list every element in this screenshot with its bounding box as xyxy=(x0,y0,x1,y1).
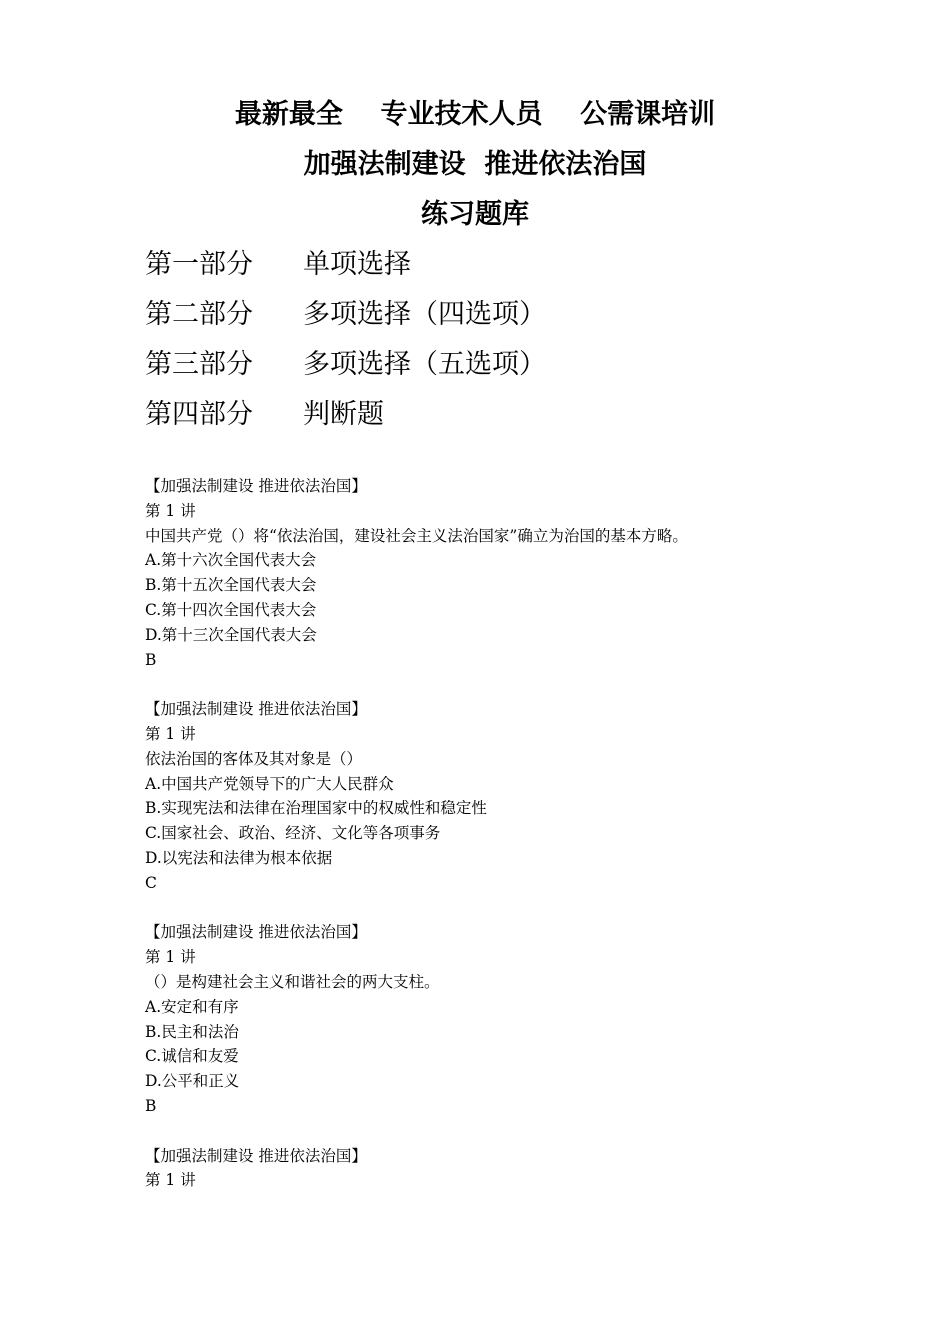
document-title-line-1: 最新最全 专业技术人员 公需课培训 xyxy=(234,99,716,130)
question-list xyxy=(145,474,905,1218)
question-option-c: C.诚信和友爱 xyxy=(145,1047,239,1066)
question-lecture: 第 1 讲 xyxy=(145,1171,196,1190)
question-option-a: A.安定和有序 xyxy=(145,997,239,1016)
question-option-c: C.第十四次全国代表大会 xyxy=(145,600,317,619)
question-stem: （）是构建社会主义和谐社会的两大支柱。 xyxy=(145,972,440,991)
section-part-label: 第四部分 xyxy=(145,399,253,430)
section-heading-2 xyxy=(145,298,546,332)
question-option-a: A.中国共产党领导下的广大人民群众 xyxy=(145,774,394,793)
question-option-d: D.第十三次全国代表大会 xyxy=(145,625,317,644)
section-name: 多项选择（五选项） xyxy=(303,349,546,380)
document-title-line-3: 练习题库 xyxy=(421,199,529,230)
question-option-a: A.第十六次全国代表大会 xyxy=(145,551,317,570)
question-option-b: B.实现宪法和法律在治理国家中的权威性和稳定性 xyxy=(145,799,487,818)
document-title-line-2: 加强法制建设 推进依法治国 xyxy=(303,149,647,180)
question-item xyxy=(145,920,905,1118)
question-stem: 依法治国的客体及其对象是（） xyxy=(145,749,363,768)
question-answer: B xyxy=(145,1096,157,1115)
section-name: 多项选择（四选项） xyxy=(303,299,546,330)
question-answer: B xyxy=(145,650,157,669)
question-stem: 中国共产党（）将“依法治国，建设社会主义法治国家”确立为治国的基本方略。 xyxy=(145,526,688,545)
question-option-b: B.第十五次全国代表大会 xyxy=(145,576,317,595)
question-tag: 【加强法制建设 推进依法治国】 xyxy=(145,700,367,719)
question-option-b: B.民主和法治 xyxy=(145,1022,239,1041)
question-lecture: 第 1 讲 xyxy=(145,724,196,743)
question-item xyxy=(145,474,905,672)
question-answer: C xyxy=(145,873,157,892)
section-part-label: 第二部分 xyxy=(145,299,253,330)
question-item xyxy=(145,697,905,895)
question-tag: 【加强法制建设 推进依法治国】 xyxy=(145,1146,367,1165)
question-lecture: 第 1 讲 xyxy=(145,501,196,520)
section-name: 判断题 xyxy=(303,399,384,430)
section-name: 单项选择 xyxy=(303,249,411,280)
question-lecture: 第 1 讲 xyxy=(145,948,196,967)
section-heading-1 xyxy=(145,248,411,282)
question-option-d: D.公平和正义 xyxy=(145,1072,240,1091)
question-item xyxy=(145,1144,905,1194)
question-option-c: C.国家社会、政治、经济、文化等各项事务 xyxy=(145,824,441,843)
question-tag: 【加强法制建设 推进依法治国】 xyxy=(145,923,367,942)
question-tag: 【加强法制建设 推进依法治国】 xyxy=(145,477,367,495)
section-heading-4 xyxy=(145,398,384,432)
section-heading-3 xyxy=(145,348,546,382)
section-part-label: 第三部分 xyxy=(145,349,253,380)
question-option-d: D.以宪法和法律为根本依据 xyxy=(145,848,333,867)
section-part-label: 第一部分 xyxy=(145,249,253,280)
